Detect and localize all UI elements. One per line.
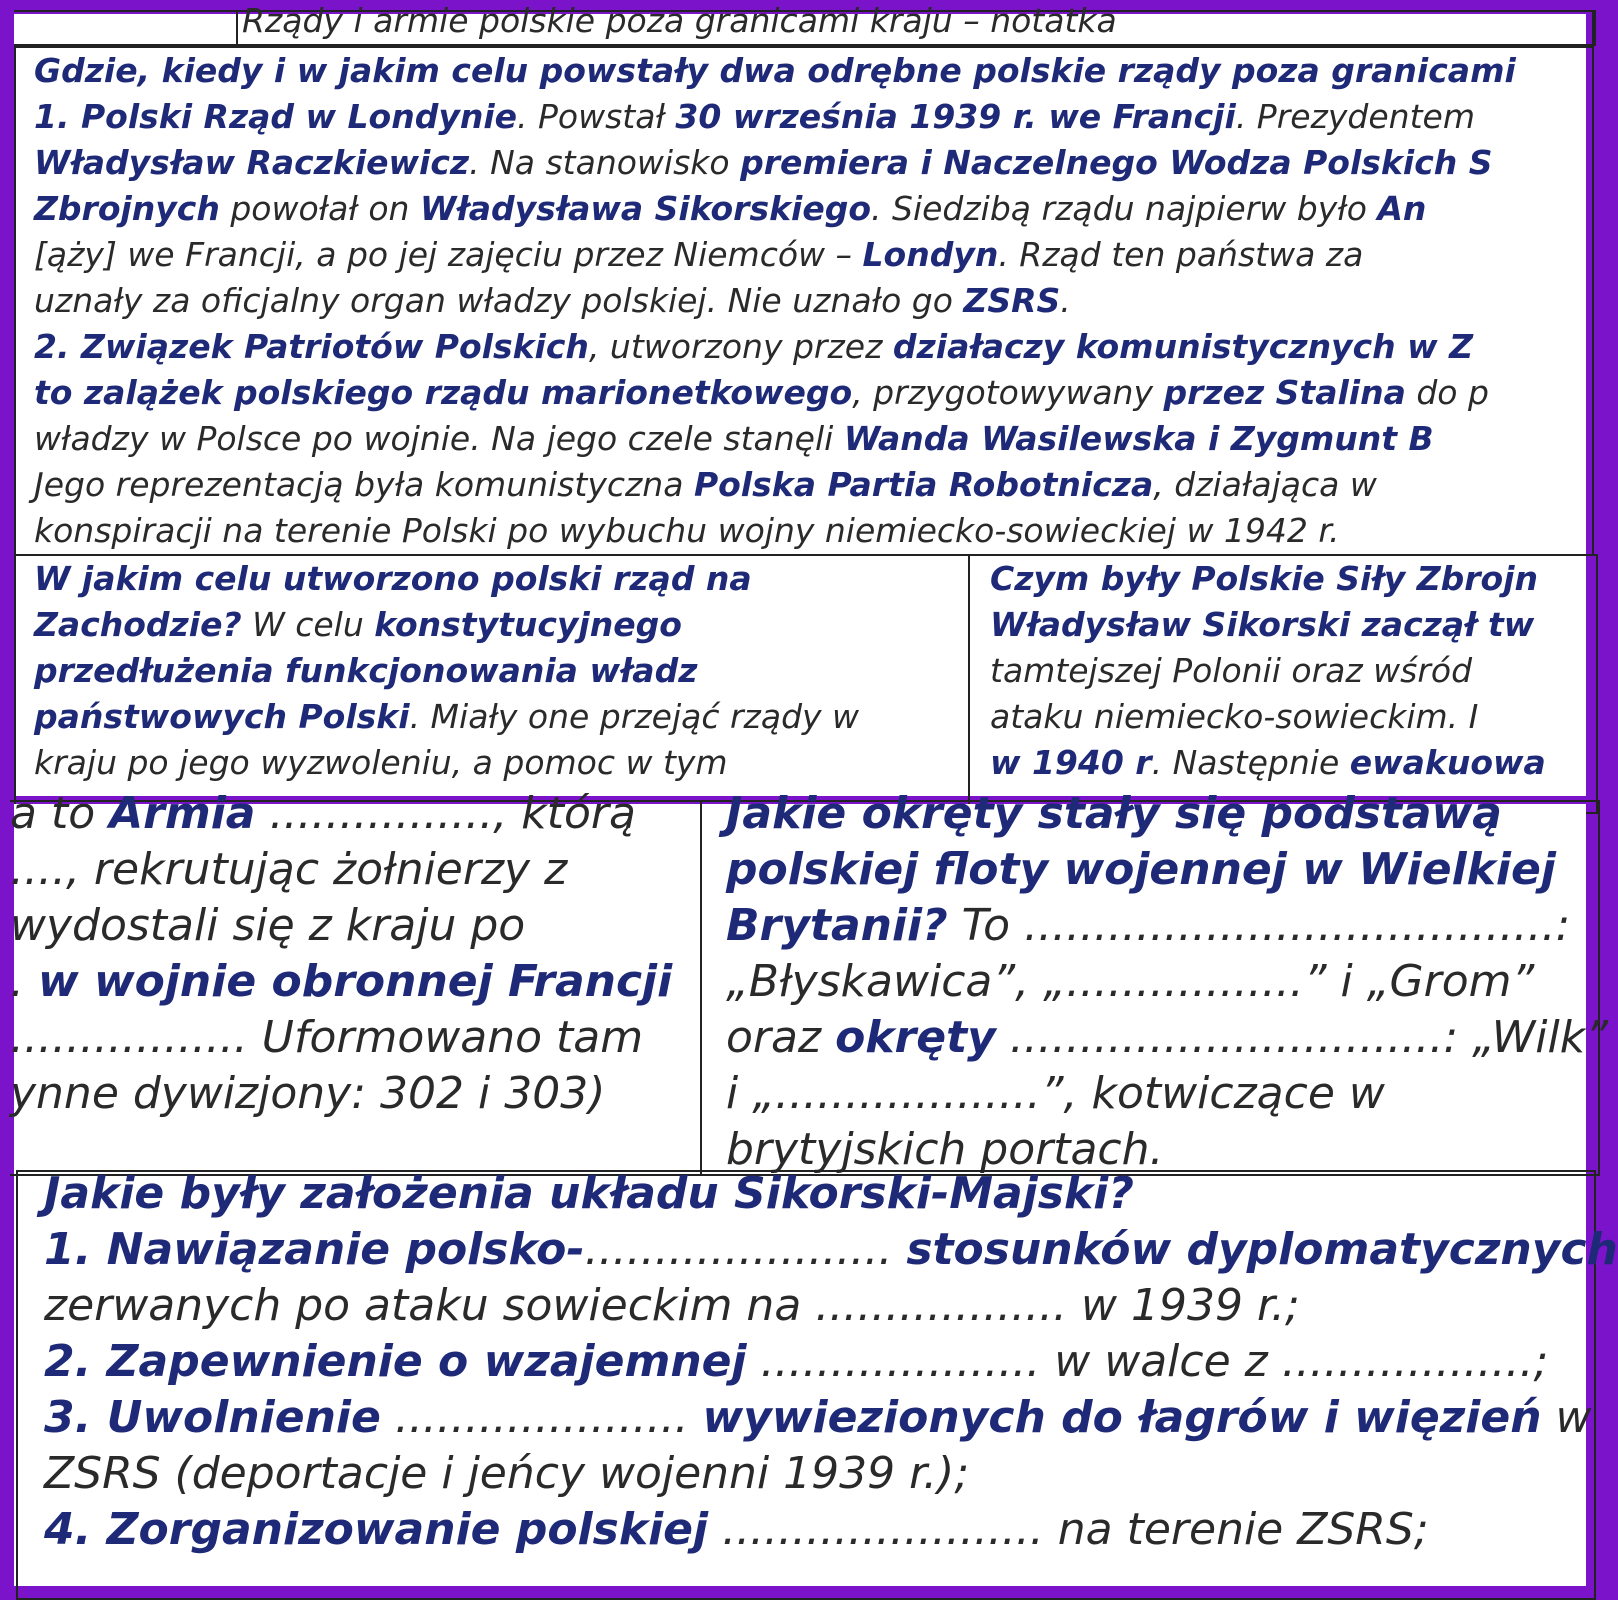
army-line-1 [10, 786, 636, 842]
keyword-run-1: Armia [109, 788, 256, 839]
text-run-0: [ąży] we Francji, a po jej zajęciu przez Niemców – [34, 235, 863, 274]
intro-line-4 [34, 186, 1426, 232]
bottom-document-crop [10, 788, 1618, 1586]
text-run-1: . Na stanowisko [469, 143, 741, 182]
text-run-3: do p [1405, 373, 1489, 412]
keyword-run-4: An [1377, 189, 1427, 228]
ships-question-line-2: polskiej floty wojennej w Wielkiej [726, 844, 1556, 895]
army-line-6: ynne dywizjony: 302 i 303) [10, 1068, 606, 1119]
text-run-2: ...............................: „Wilk” [995, 1012, 1609, 1063]
text-run-1: , utworzony przez [588, 327, 893, 366]
right-question-line-4: ataku niemiecko-sowieckim. I [990, 697, 1479, 736]
left-question-line-2 [34, 602, 682, 648]
intro-question: Gdzie, kiedy i w jakim celu powstały dwa odrębne polskie rządy poza granicami [34, 51, 1516, 90]
left-question-line-1: W jakim celu utworzono polski rząd na [34, 559, 752, 598]
text-run-0: uznały za oficjalny organ władzy polskiej. Nie uznało go [34, 281, 964, 320]
keyword-run-0: 1. Polski Rząd w Londynie [34, 97, 518, 136]
text-run-1: . Miały one przejąć rządy w [409, 697, 860, 736]
text-run-0: władzy w Polsce po wojnie. Na jego czele stanęli [34, 419, 844, 458]
intro-line-11: konspiracji na terenie Polski po wybuchu wojny niemiecko-sowieckiej w 1942 r. [34, 511, 1340, 550]
keyword-run-2: konstytucyjnego [374, 605, 682, 644]
keyword-run-0: Zbrojnych [34, 189, 220, 228]
keyword-run-1: Wanda Wasilewska i Zygmunt B [843, 419, 1434, 458]
text-run-2: . [1060, 281, 1071, 320]
keyword-run-2: działaczy komunistycznych w Z [892, 327, 1474, 366]
intro-line-5 [34, 232, 1363, 278]
ships-question-line-3 [726, 898, 1570, 954]
text-run-3: . Prezydentem [1235, 97, 1475, 136]
keyword-run-0: 2. Związek Patriotów Polskich [34, 327, 589, 366]
keyword-run-1: okręty [835, 1012, 996, 1063]
text-run-2: ................, którą [255, 788, 636, 839]
treaty-question: Jakie były założenia układu Sikorski-Majski? [44, 1168, 1134, 1219]
army-line-2: ...., rekrutując żołnierzy z [10, 844, 568, 895]
right-question-line-1: Czym były Polskie Siły Zbrojn [990, 559, 1539, 598]
treaty-point-2 [44, 1334, 1548, 1390]
keyword-run-2: stosunków dyplomatycznych [906, 1224, 1618, 1275]
text-run-1: To ......................................: [947, 900, 1571, 951]
text-run-3: w [1541, 1392, 1592, 1443]
intro-line-3 [34, 140, 1493, 186]
keyword-run-0: 1. Nawiązanie polsko- [44, 1224, 585, 1275]
keyword-run-0: w 1940 r [990, 743, 1152, 782]
text-run-1: . Powstał [517, 97, 676, 136]
intro-line-7 [34, 324, 1473, 370]
left-question-line-4 [34, 694, 859, 740]
ships-line-7: brytyjskich portach. [726, 1124, 1164, 1175]
keyword-run-0: Władysław Raczkiewicz [34, 143, 470, 182]
worksheet-title: Rządy i armie polskie poza granicami kraju – notatka [242, 1, 1117, 40]
keyword-run-1: w wojnie obronnej Francji [37, 956, 673, 1007]
treaty-point-4 [44, 1502, 1429, 1558]
text-run-1: ....................... na terenie ZSRS; [708, 1504, 1429, 1555]
intro-line-6 [34, 278, 1071, 324]
army-line-5: ................. Uformowano tam [10, 1012, 644, 1063]
keyword-run-0: Brytanii? [726, 900, 948, 951]
keyword-run-0: 2. Zapewnienie o wzajemnej [44, 1336, 747, 1387]
keyword-run-1: ZSRS [963, 281, 1061, 320]
ships-line-5 [726, 1010, 1608, 1066]
ships-line-6: i „...................”, kotwiczące w [726, 1068, 1385, 1119]
left-question-line-3: przedłużenia funkcjonowania władz [34, 651, 698, 690]
text-run-2: . Rząd ten państwa za [998, 235, 1364, 274]
treaty-point-1-cont: zerwanych po ataku sowieckim na .................. w 1939 r.; [44, 1280, 1300, 1331]
keyword-run-1: Londyn [862, 235, 999, 274]
keyword-run-0: 3. Uwolnienie [44, 1392, 381, 1443]
right-question-line-3: tamtejszej Polonii oraz wśród [990, 651, 1473, 690]
text-run-1: . Następnie [1151, 743, 1350, 782]
text-run-0: Jego reprezentacją była komunistyczna [34, 465, 694, 504]
keyword-run-0: 4. Zorganizowanie polskiej [44, 1504, 709, 1555]
treaty-point-3 [44, 1390, 1592, 1446]
keyword-run-0: państwowych Polski [34, 697, 410, 736]
text-run-1: ...................... [584, 1224, 907, 1275]
ships-line-4: „Błyskawica”, „.................” i „Grom” [726, 956, 1535, 1007]
intro-line-9 [34, 416, 1434, 462]
right-question-line-5 [990, 740, 1546, 786]
text-run-1: , przygotowywany [852, 373, 1164, 412]
keyword-run-2: ewakuowa [1349, 743, 1546, 782]
text-run-1: W celu [241, 605, 375, 644]
keyword-run-2: 30 września 1939 r. we Francji [675, 97, 1236, 136]
intro-line-2 [34, 94, 1475, 140]
keyword-run-2: premiera i Naczelnego Wodza Polskich S [740, 143, 1493, 182]
ships-question-line-1: Jakie okręty stały się podstawą [726, 788, 1502, 839]
top-document-crop [14, 1, 1586, 796]
keyword-run-0: to zalążek polskiego rządu marionetkowego [34, 373, 853, 412]
keyword-run-2: wywiezionych do łagrów i więzień [702, 1392, 1542, 1443]
treaty-point-1 [44, 1222, 1618, 1278]
text-run-1: ..................... [380, 1392, 703, 1443]
text-run-2: , działająca w [1153, 465, 1377, 504]
keyword-run-0: Zachodzie? [34, 605, 242, 644]
army-line-3: wydostali się z kraju po [10, 900, 526, 951]
text-run-1: powołał on [219, 189, 420, 228]
text-run-0: oraz [726, 1012, 836, 1063]
intro-line-10 [34, 462, 1377, 508]
keyword-run-1: Polska Partia Robotnicza [693, 465, 1154, 504]
army-line-4 [10, 954, 672, 1010]
left-question-line-5: kraju po jego wyzwoleniu, a pomoc w tym [34, 743, 728, 782]
keyword-run-2: Władysława Sikorskiego [419, 189, 872, 228]
text-run-3: . Siedzibą rządu najpierw było [871, 189, 1378, 228]
treaty-point-3-cont: ZSRS (deportacje i jeńcy wojenni 1939 r.); [44, 1448, 970, 1499]
intro-line-8 [34, 370, 1489, 416]
text-run-0: . [10, 956, 38, 1007]
text-run-1: .................... w walce z ..................; [746, 1336, 1549, 1387]
keyword-run-2: przez Stalina [1163, 373, 1406, 412]
right-question-line-2: Władysław Sikorski zaczął tw [990, 605, 1535, 644]
text-run-0: a to [10, 788, 110, 839]
